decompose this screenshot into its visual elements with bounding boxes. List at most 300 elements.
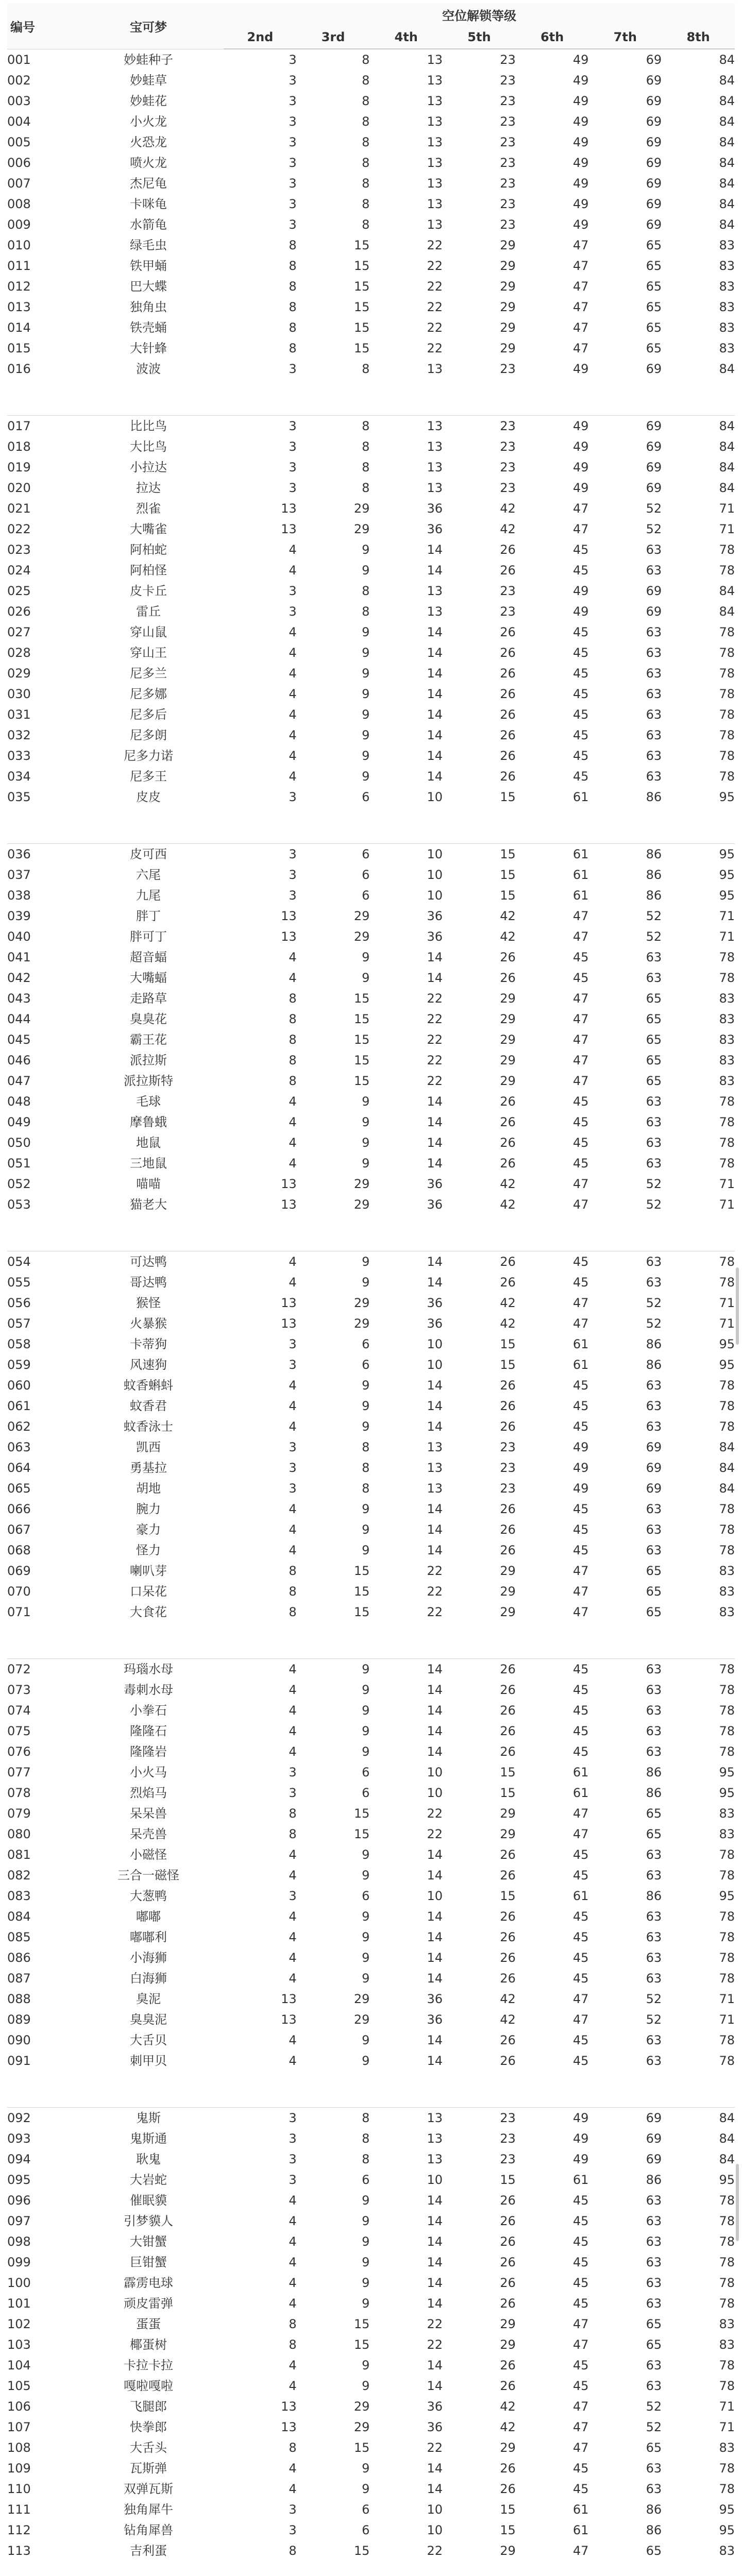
cell-unlock-level-3rd: 29 xyxy=(353,1177,370,1191)
cell-pokemon-name: 霸王花 xyxy=(130,1032,167,1047)
cell-unlock-level-5th: 29 xyxy=(500,2337,516,2352)
cell-unlock-level-2nd: 4 xyxy=(289,563,297,578)
cell-unlock-level-2nd: 13 xyxy=(281,2399,297,2414)
cell-number: 075 xyxy=(7,1724,31,1738)
cell-unlock-level-6th: 49 xyxy=(572,176,589,191)
cell-unlock-level-8th: 78 xyxy=(719,2234,735,2249)
cell-unlock-level-3rd: 8 xyxy=(297,416,370,437)
cell-unlock-level-7th: 86 xyxy=(646,790,662,804)
cell-unlock-level-8th: 83 xyxy=(719,1032,735,1047)
cell-unlock-level-3rd: 15 xyxy=(353,1584,370,1599)
cell-unlock-level-4th: 14 xyxy=(427,1971,443,1986)
cell-unlock-level-4th: 10 xyxy=(427,2173,443,2187)
cell-number: 057 xyxy=(7,1316,31,1331)
cell-unlock-level-7th: 69 xyxy=(646,1481,662,1496)
cell-unlock-level-5th: 29 xyxy=(500,259,516,273)
cell-unlock-level-2nd: 3 xyxy=(289,1786,297,1800)
cell-pokemon-name: 豪力 xyxy=(136,1522,161,1537)
cell-unlock-level-3rd: 6 xyxy=(362,1786,370,1800)
cell-unlock-level-5th: 23 xyxy=(500,460,516,474)
cell-number: 096 xyxy=(7,2193,31,2208)
table-header xyxy=(7,3,735,49)
table-row xyxy=(7,132,735,152)
cell-unlock-level-5th: 23 xyxy=(500,481,516,495)
cell-unlock-level-8th: 84 xyxy=(719,217,735,232)
table-row xyxy=(7,359,735,379)
cell-unlock-level-7th: 63 xyxy=(646,625,662,639)
cell-unlock-level-6th: 49 xyxy=(516,49,589,70)
cell-unlock-level-4th: 10 xyxy=(427,1337,443,1351)
cell-unlock-level-5th: 26 xyxy=(500,971,516,985)
cell-unlock-level-7th: 63 xyxy=(646,666,662,681)
cell-number: 006 xyxy=(7,156,31,170)
cell-unlock-level-2nd: 4 xyxy=(289,666,297,681)
cell-unlock-level-7th: 69 xyxy=(646,217,662,232)
cell-unlock-level-7th: 63 xyxy=(646,1909,662,1924)
cell-unlock-level-7th: 63 xyxy=(646,1156,662,1171)
cell-unlock-level-2nd: 8 xyxy=(289,320,297,335)
cell-unlock-level-8th: 78 xyxy=(719,1971,735,1986)
cell-unlock-level-8th: 84 xyxy=(719,176,735,191)
cell-unlock-level-6th: 47 xyxy=(572,1584,589,1599)
cell-unlock-level-3rd: 9 xyxy=(362,1502,370,1516)
cell-unlock-level-6th: 45 xyxy=(572,2379,589,2393)
cell-unlock-level-8th: 84 xyxy=(719,481,735,495)
header-slot-2nd: 2nd xyxy=(224,26,297,49)
cell-unlock-level-2nd: 4 xyxy=(289,1909,297,1924)
cell-unlock-level-2nd: 8 xyxy=(289,1074,297,1088)
table-row xyxy=(7,2190,735,2211)
cell-unlock-level-8th: 83 xyxy=(719,2317,735,2331)
cell-unlock-level-6th: 47 xyxy=(572,1605,589,1619)
cell-unlock-level-2nd: 3 xyxy=(289,460,297,474)
cell-number: 019 xyxy=(7,460,31,474)
cell-unlock-level-5th: 26 xyxy=(500,625,516,639)
cell-unlock-level-4th: 13 xyxy=(427,114,443,129)
cell-unlock-level-2nd: 4 xyxy=(289,971,297,985)
cell-unlock-level-8th: 78 xyxy=(719,687,735,701)
cell-unlock-level-3rd: 6 xyxy=(362,1765,370,1780)
cell-unlock-level-8th: 78 xyxy=(719,971,735,985)
cell-unlock-level-3rd: 9 xyxy=(362,2482,370,2496)
cell-unlock-level-3rd: 9 xyxy=(362,728,370,742)
cell-number: 112 xyxy=(7,2523,31,2537)
cell-unlock-level-2nd: 4 xyxy=(224,1251,297,1273)
cell-unlock-level-6th: 45 xyxy=(572,1136,589,1150)
cell-unlock-level-2nd: 3 xyxy=(289,584,297,598)
cell-unlock-level-7th: 63 xyxy=(646,2482,662,2496)
scroll-indicator[interactable] xyxy=(736,1267,739,1345)
cell-unlock-level-7th: 69 xyxy=(646,362,662,376)
cell-unlock-level-8th: 83 xyxy=(719,341,735,355)
cell-unlock-level-3rd: 8 xyxy=(362,73,370,88)
cell-unlock-level-3rd: 8 xyxy=(362,2131,370,2146)
cell-unlock-level-4th: 22 xyxy=(427,2544,443,2558)
table-row xyxy=(7,1581,735,1602)
cell-pokemon-name: 嘟嘟 xyxy=(136,1909,161,1924)
cell-unlock-level-7th: 63 xyxy=(646,950,662,964)
group-spacer-cell xyxy=(7,1215,735,1251)
cell-unlock-level-4th: 22 xyxy=(427,279,443,294)
cell-unlock-level-3rd: 9 xyxy=(362,1848,370,1862)
cell-number: 100 xyxy=(7,2276,31,2290)
cell-unlock-level-4th: 14 xyxy=(427,2033,443,2047)
cell-pokemon-name: 臭臭花 xyxy=(130,1012,167,1026)
cell-unlock-level-5th: 26 xyxy=(500,2379,516,2393)
cell-pokemon-name: 猫老大 xyxy=(130,1197,167,1212)
cell-unlock-level-6th: 45 xyxy=(572,2214,589,2228)
cell-unlock-level-8th: 78 xyxy=(719,1115,735,1129)
cell-unlock-level-7th: 65 xyxy=(646,2337,662,2352)
cell-unlock-level-5th: 26 xyxy=(500,646,516,660)
cell-unlock-level-8th: 78 xyxy=(719,1744,735,1759)
cell-unlock-level-7th: 63 xyxy=(646,1930,662,1944)
cell-unlock-level-8th: 78 xyxy=(719,1703,735,1718)
cell-pokemon-name: 独角虫 xyxy=(130,300,167,314)
cell-unlock-level-2nd: 3 xyxy=(289,176,297,191)
table-row xyxy=(7,1783,735,1803)
cell-unlock-level-8th: 78 xyxy=(719,563,735,578)
cell-unlock-level-6th: 49 xyxy=(572,135,589,149)
cell-unlock-level-5th: 15 xyxy=(500,2502,516,2517)
table-row xyxy=(7,581,735,601)
cell-number: 011 xyxy=(7,259,31,273)
cell-pokemon-name: 皮卡丘 xyxy=(130,584,167,598)
cell-unlock-level-5th: 26 xyxy=(500,1378,516,1393)
table-row xyxy=(7,947,735,968)
cell-unlock-level-6th: 49 xyxy=(516,416,589,437)
cell-unlock-level-7th: 52 xyxy=(646,1197,662,1212)
cell-unlock-level-7th: 86 xyxy=(646,1765,662,1780)
cell-number: 099 xyxy=(7,2255,31,2269)
cell-unlock-level-2nd: 13 xyxy=(281,1197,297,1212)
cell-unlock-level-3rd: 15 xyxy=(353,320,370,335)
table-row xyxy=(7,2128,735,2149)
group-spacer-cell xyxy=(7,1622,735,1659)
cell-unlock-level-4th: 10 xyxy=(427,2502,443,2517)
cell-unlock-level-6th: 47 xyxy=(572,909,589,923)
cell-number: 063 xyxy=(7,1440,31,1454)
header-pokemon: 宝可梦 xyxy=(73,3,224,49)
cell-unlock-level-2nd: 4 xyxy=(289,2234,297,2249)
cell-unlock-level-5th: 29 xyxy=(500,1012,516,1026)
cell-number: 009 xyxy=(7,217,31,232)
table-row xyxy=(7,2252,735,2273)
cell-unlock-level-6th: 49 xyxy=(572,2152,589,2166)
cell-number: 084 xyxy=(7,1909,31,1924)
cell-unlock-level-4th: 36 xyxy=(427,1197,443,1212)
cell-unlock-level-2nd: 4 xyxy=(289,1744,297,1759)
cell-unlock-level-8th: 83 xyxy=(719,2441,735,2455)
scroll-indicator[interactable] xyxy=(736,2164,739,2241)
cell-unlock-level-8th: 78 xyxy=(662,1659,735,1680)
cell-unlock-level-3rd: 8 xyxy=(362,584,370,598)
cell-unlock-level-2nd: 4 xyxy=(289,1115,297,1129)
cell-unlock-level-5th: 23 xyxy=(500,176,516,191)
cell-unlock-level-3rd: 9 xyxy=(362,2461,370,2476)
cell-unlock-level-3rd: 29 xyxy=(353,2420,370,2434)
cell-unlock-level-6th: 49 xyxy=(572,604,589,619)
cell-unlock-level-2nd: 4 xyxy=(289,687,297,701)
cell-unlock-level-5th: 15 xyxy=(500,2173,516,2187)
cell-unlock-level-6th: 61 xyxy=(572,1337,589,1351)
cell-unlock-level-2nd: 8 xyxy=(289,1012,297,1026)
cell-unlock-level-8th: 78 xyxy=(719,769,735,784)
cell-unlock-level-7th: 63 xyxy=(646,2358,662,2372)
cell-pokemon-name: 臭臭泥 xyxy=(130,2012,167,2027)
cell-number: 001 xyxy=(7,49,73,70)
table-row xyxy=(7,1112,735,1132)
table-row xyxy=(7,622,735,642)
cell-unlock-level-3rd: 15 xyxy=(353,2544,370,2558)
table-row xyxy=(7,317,735,338)
cell-pokemon-name: 铁甲蛹 xyxy=(130,259,167,273)
cell-unlock-level-7th: 63 xyxy=(646,1868,662,1883)
cell-unlock-level-4th: 13 xyxy=(427,135,443,149)
cell-number: 048 xyxy=(7,1094,31,1109)
cell-unlock-level-5th: 23 xyxy=(500,135,516,149)
cell-unlock-level-6th: 45 xyxy=(572,2296,589,2311)
cell-pokemon-name: 顽皮雷弹 xyxy=(124,2296,173,2311)
cell-unlock-level-6th: 61 xyxy=(572,1786,589,1800)
cell-unlock-level-8th: 84 xyxy=(719,135,735,149)
cell-unlock-level-5th: 15 xyxy=(500,790,516,804)
cell-unlock-level-2nd: 3 xyxy=(289,439,297,454)
cell-unlock-level-5th: 26 xyxy=(500,1502,516,1516)
cell-unlock-level-2nd: 4 xyxy=(289,2461,297,2476)
cell-unlock-level-8th: 84 xyxy=(719,2131,735,2146)
table-row xyxy=(7,1458,735,1478)
cell-pokemon-name: 小火马 xyxy=(130,1765,167,1780)
cell-unlock-level-4th: 14 xyxy=(427,563,443,578)
cell-unlock-level-6th: 45 xyxy=(572,2033,589,2047)
table-row xyxy=(7,276,735,297)
cell-unlock-level-3rd: 6 xyxy=(362,1889,370,1903)
cell-unlock-level-6th: 47 xyxy=(572,2441,589,2455)
cell-pokemon-name: 鬼斯通 xyxy=(130,2131,167,2146)
cell-unlock-level-6th: 47 xyxy=(572,259,589,273)
cell-unlock-level-4th: 22 xyxy=(427,1584,443,1599)
cell-unlock-level-4th: 14 xyxy=(427,1522,443,1537)
cell-unlock-level-7th: 65 xyxy=(646,300,662,314)
cell-unlock-level-2nd: 8 xyxy=(289,1605,297,1619)
cell-unlock-level-5th: 26 xyxy=(500,1868,516,1883)
cell-unlock-level-7th: 69 xyxy=(646,2152,662,2166)
cell-unlock-level-2nd: 8 xyxy=(289,1584,297,1599)
cell-number: 098 xyxy=(7,2234,31,2249)
cell-unlock-level-4th: 14 xyxy=(427,1724,443,1738)
cell-unlock-level-8th: 78 xyxy=(719,1683,735,1697)
cell-unlock-level-6th: 45 xyxy=(572,2482,589,2496)
cell-number: 053 xyxy=(7,1197,31,1212)
table-row xyxy=(7,745,735,766)
cell-pokemon-name: 喷火龙 xyxy=(130,156,167,170)
cell-unlock-level-4th: 10 xyxy=(427,868,443,882)
cell-unlock-level-5th: 23 xyxy=(500,584,516,598)
cell-number: 018 xyxy=(7,439,31,454)
cell-unlock-level-3rd: 9 xyxy=(362,1543,370,1557)
cell-unlock-level-4th: 14 xyxy=(427,1951,443,1965)
cell-unlock-level-3rd: 9 xyxy=(297,1659,370,1680)
cell-unlock-level-4th: 14 xyxy=(427,971,443,985)
cell-unlock-level-4th: 36 xyxy=(427,501,443,516)
cell-unlock-level-5th: 26 xyxy=(500,1136,516,1150)
cell-unlock-level-4th: 36 xyxy=(427,1296,443,1310)
cell-unlock-level-8th: 83 xyxy=(719,259,735,273)
cell-unlock-level-4th: 13 xyxy=(427,439,443,454)
cell-unlock-level-6th: 45 xyxy=(572,950,589,964)
table-row xyxy=(7,1844,735,1865)
cell-number: 076 xyxy=(7,1744,31,1759)
cell-unlock-level-4th: 14 xyxy=(427,1930,443,1944)
cell-unlock-level-7th: 65 xyxy=(646,1053,662,1067)
cell-unlock-level-2nd: 8 xyxy=(289,2317,297,2331)
cell-number: 020 xyxy=(7,481,31,495)
cell-unlock-level-2nd: 3 xyxy=(289,156,297,170)
cell-unlock-level-5th: 29 xyxy=(500,1605,516,1619)
cell-unlock-level-5th: 26 xyxy=(500,769,516,784)
cell-pokemon-name: 三合一磁怪 xyxy=(117,1868,179,1883)
cell-unlock-level-7th: 63 xyxy=(588,1659,662,1680)
cell-pokemon-name: 妙蛙花 xyxy=(130,94,167,108)
table-row xyxy=(7,2211,735,2231)
table-row xyxy=(7,2417,735,2437)
cell-unlock-level-7th: 65 xyxy=(646,1564,662,1578)
cell-unlock-level-2nd: 4 xyxy=(289,1136,297,1150)
cell-unlock-level-5th: 26 xyxy=(500,1543,516,1557)
table-row xyxy=(7,91,735,111)
table-row xyxy=(7,2334,735,2355)
cell-number: 070 xyxy=(7,1584,31,1599)
cell-number: 097 xyxy=(7,2214,31,2228)
cell-unlock-level-4th: 14 xyxy=(427,1502,443,1516)
cell-unlock-level-5th: 23 xyxy=(500,1461,516,1475)
cell-unlock-level-4th: 10 xyxy=(369,844,443,865)
cell-unlock-level-5th: 23 xyxy=(500,94,516,108)
table-row xyxy=(7,2479,735,2499)
cell-pokemon-name: 尼多兰 xyxy=(130,666,167,681)
cell-pokemon-name: 喵喵 xyxy=(136,1177,161,1191)
table-row xyxy=(7,1927,735,1947)
cell-unlock-level-3rd: 29 xyxy=(353,909,370,923)
cell-unlock-level-5th: 26 xyxy=(500,2482,516,2496)
cell-unlock-level-2nd: 3 xyxy=(289,1337,297,1351)
cell-unlock-level-4th: 14 xyxy=(427,1848,443,1862)
cell-unlock-level-4th: 36 xyxy=(427,2012,443,2027)
cell-pokemon-name: 大葱鸭 xyxy=(130,1889,167,1903)
cell-unlock-level-5th: 26 xyxy=(500,728,516,742)
cell-number: 069 xyxy=(7,1564,31,1578)
table-row xyxy=(7,1153,735,1174)
header-slot-5th: 5th xyxy=(443,26,516,49)
cell-unlock-level-3rd: 9 xyxy=(362,749,370,763)
cell-unlock-level-7th: 69 xyxy=(646,604,662,619)
table-row xyxy=(7,642,735,663)
cell-number: 111 xyxy=(7,2502,31,2517)
cell-unlock-level-3rd: 9 xyxy=(362,1115,370,1129)
cell-unlock-level-3rd: 9 xyxy=(362,769,370,784)
header-slot-6th: 6th xyxy=(516,26,589,49)
cell-unlock-level-6th: 61 xyxy=(572,868,589,882)
cell-number: 083 xyxy=(7,1889,31,1903)
cell-unlock-level-8th: 71 xyxy=(719,2012,735,2027)
table-row xyxy=(7,968,735,988)
cell-unlock-level-4th: 10 xyxy=(427,1786,443,1800)
cell-unlock-level-4th: 22 xyxy=(427,341,443,355)
cell-unlock-level-6th: 47 xyxy=(572,341,589,355)
cell-pokemon-name: 嘟嘟利 xyxy=(130,1930,167,1944)
cell-pokemon-name: 椰蛋树 xyxy=(130,2337,167,2352)
cell-unlock-level-2nd: 4 xyxy=(289,1275,297,1290)
cell-unlock-level-2nd: 4 xyxy=(289,950,297,964)
cell-pokemon-name: 穿山王 xyxy=(130,646,167,660)
cell-unlock-level-4th: 36 xyxy=(427,2399,443,2414)
cell-unlock-level-6th: 61 xyxy=(572,2523,589,2537)
cell-unlock-level-6th: 45 xyxy=(572,1275,589,1290)
cell-unlock-level-7th: 86 xyxy=(646,1358,662,1372)
cell-pokemon-name: 大岩蛇 xyxy=(130,2173,167,2187)
cell-unlock-level-5th: 29 xyxy=(500,991,516,1006)
cell-unlock-level-2nd: 4 xyxy=(289,2482,297,2496)
cell-unlock-level-6th: 45 xyxy=(572,769,589,784)
cell-unlock-level-7th: 63 xyxy=(646,1951,662,1965)
cell-unlock-level-5th: 42 xyxy=(500,2420,516,2434)
cell-unlock-level-5th: 15 xyxy=(500,1786,516,1800)
cell-unlock-level-4th: 14 xyxy=(369,1251,443,1273)
cell-unlock-level-3rd: 9 xyxy=(362,2276,370,2290)
cell-unlock-level-6th: 47 xyxy=(572,1197,589,1212)
cell-unlock-level-2nd: 3 xyxy=(289,604,297,619)
cell-unlock-level-6th: 47 xyxy=(572,1564,589,1578)
cell-unlock-level-3rd: 9 xyxy=(362,1094,370,1109)
cell-unlock-level-6th: 47 xyxy=(572,1032,589,1047)
cell-pokemon-name: 呆壳兽 xyxy=(130,1827,167,1841)
cell-unlock-level-8th: 71 xyxy=(719,1197,735,1212)
cell-pokemon-name: 瓦斯弹 xyxy=(130,2461,167,2476)
cell-unlock-level-2nd: 4 xyxy=(289,2214,297,2228)
cell-unlock-level-4th: 13 xyxy=(427,1481,443,1496)
cell-unlock-level-4th: 22 xyxy=(427,300,443,314)
cell-pokemon-name: 猴怪 xyxy=(136,1296,161,1310)
group-spacer xyxy=(7,2071,735,2108)
cell-number: 093 xyxy=(7,2131,31,2146)
cell-unlock-level-8th: 78 xyxy=(719,2358,735,2372)
cell-unlock-level-2nd: 3 xyxy=(289,94,297,108)
cell-number: 035 xyxy=(7,790,31,804)
cell-unlock-level-6th: 47 xyxy=(572,1827,589,1841)
cell-unlock-level-3rd: 9 xyxy=(362,2234,370,2249)
cell-unlock-level-8th: 83 xyxy=(719,300,735,314)
cell-unlock-level-6th: 45 xyxy=(572,1419,589,1434)
cell-unlock-level-3rd: 29 xyxy=(353,1197,370,1212)
cell-unlock-level-2nd: 4 xyxy=(289,2276,297,2290)
cell-unlock-level-5th: 26 xyxy=(443,1251,516,1273)
cell-unlock-level-3rd: 8 xyxy=(362,114,370,129)
cell-unlock-level-3rd: 15 xyxy=(353,2337,370,2352)
cell-unlock-level-6th: 47 xyxy=(572,320,589,335)
cell-unlock-level-3rd: 9 xyxy=(362,1275,370,1290)
table-row xyxy=(7,235,735,256)
cell-unlock-level-7th: 65 xyxy=(646,2441,662,2455)
table-row xyxy=(7,1132,735,1153)
cell-unlock-level-7th: 86 xyxy=(646,2173,662,2187)
cell-unlock-level-8th: 83 xyxy=(719,1564,735,1578)
cell-unlock-level-4th: 14 xyxy=(427,1378,443,1393)
cell-unlock-level-8th: 83 xyxy=(719,1584,735,1599)
cell-unlock-level-3rd: 8 xyxy=(362,1440,370,1454)
table-row xyxy=(7,2355,735,2376)
cell-pokemon-name: 凯西 xyxy=(136,1440,161,1454)
